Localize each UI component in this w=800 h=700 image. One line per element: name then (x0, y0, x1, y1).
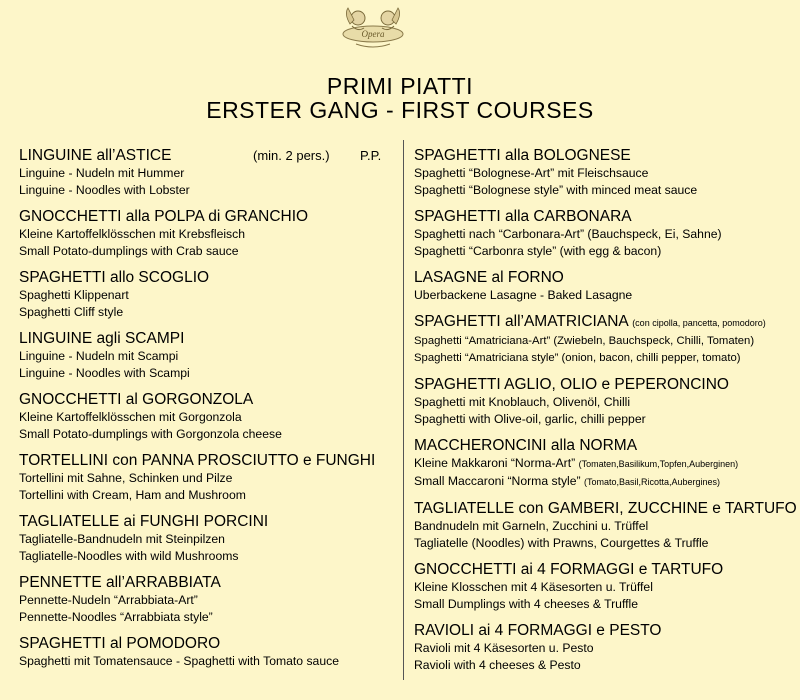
dish-desc-en: Small Potato-dumplings with Crab sauce (19, 244, 239, 258)
menu-item (414, 268, 794, 304)
dish-name: MACCHERONCINI alla NORMA (414, 437, 638, 454)
menu-item (414, 621, 794, 674)
dish-desc-de: Spaghetti “Bolognese-Art” mit Fleischsauce (414, 166, 649, 180)
dish-desc-en: Spaghetti “Carbonra style” (with egg & bacon) (414, 244, 662, 258)
dish-name: TORTELLINI con PANNA PROSCIUTTO e FUNGHI (19, 452, 376, 469)
menu-item (414, 375, 794, 428)
dish-desc-en: Linguine - Noodles with Lobster (19, 183, 190, 197)
dish-name: TAGLIATELLE ai FUNGHI PORCINI (19, 513, 269, 530)
dish-desc-en: Spaghetti with Olive-oil, garlic, chilli pepper (414, 412, 646, 426)
dish-desc-en: Tagliatelle (Noodles) with Prawns, Courgettes & Truffle (414, 536, 709, 550)
menu-item (19, 329, 399, 382)
dish-name: SPAGHETTI al POMODORO (19, 635, 221, 652)
dish-name: PENNETTE all’ARRABBIATA (19, 574, 221, 591)
dish-desc-de: Tagliatelle-Bandnudeln mit Steinpilzen (19, 532, 225, 546)
dish-name: SPAGHETTI alla BOLOGNESE (414, 147, 631, 164)
dish-desc-de: Linguine - Nudeln mit Hummer (19, 166, 185, 180)
dish-desc-de: Kleine Klosschen mit 4 Käsesorten u. Trüffel (414, 580, 653, 594)
dish-desc-de: Kleine Makkaroni “Norma-Art” (414, 456, 576, 470)
dish-desc-de: Spaghetti Klippenart (19, 288, 129, 302)
menu-item (19, 512, 399, 565)
dish-name: SPAGHETTI AGLIO, OLIO e PEPERONCINO (414, 376, 729, 393)
menu-item (19, 146, 399, 199)
dish-name: LINGUINE agli SCAMPI (19, 330, 185, 347)
dish-desc-en: Tagliatelle-Noodles with wild Mushrooms (19, 549, 239, 563)
dish-name: GNOCCHETTI ai 4 FORMAGGI e TARTUFO (414, 561, 724, 578)
menu-item (414, 146, 794, 199)
dish-desc-en: Spaghetti “Amatriciana style” (onion, bacon, chilli pepper, tomato) (414, 352, 741, 364)
dish-name: LINGUINE all’ASTICE (19, 147, 172, 164)
dish-name: RAVIOLI ai 4 FORMAGGI e PESTO (414, 622, 662, 639)
dish-name: LASAGNE al FORNO (414, 269, 564, 286)
dish-desc-en: Pennette-Noodles “Arrabbiata style” (19, 610, 213, 624)
dish-desc-en: Tortellini with Cream, Ham and Mushroom (19, 488, 246, 502)
dish-ingredients-en: (Tomato,Basil,Ricotta,Aubergines) (584, 477, 721, 487)
dish-desc-en: Ravioli with 4 cheeses & Pesto (414, 658, 581, 672)
menu-item (414, 207, 794, 260)
cherub-logo (336, 4, 410, 54)
dish-desc-de: Ravioli mit 4 Käsesorten u. Pesto (414, 641, 594, 655)
dish-name: GNOCCHETTI al GORGONZOLA (19, 391, 254, 408)
dish-desc-de: Kleine Kartoffelklösschen mit Gorgonzola (19, 410, 242, 424)
dish-name: GNOCCHETTI alla POLPA di GRANCHIO (19, 208, 309, 225)
menu-item (19, 451, 399, 504)
dish-desc-de: Pennette-Nudeln “Arrabbiata-Art” (19, 593, 198, 607)
menu-item (19, 207, 399, 260)
svg-text:Opera: Opera (361, 29, 385, 39)
dish-desc-en: Spaghetti Cliff style (19, 305, 124, 319)
menu-item (414, 499, 797, 552)
dish-ingredients: (con cipolla, pancetta, pomodoro) (632, 318, 766, 328)
dish-desc-en: Small Dumplings with 4 cheeses & Truffle (414, 597, 638, 611)
menu-item (19, 573, 399, 626)
dish-desc-en: Small Potato-dumplings with Gorgonzola cheese (19, 427, 282, 441)
menu-item (414, 312, 794, 367)
dish-ingredients-de: (Tomaten,Basilikum,Topfen,Auberginen) (578, 459, 739, 469)
menu-item (19, 390, 399, 443)
dish-name: SPAGHETTI alla CARBONARA (414, 208, 632, 225)
menu-item (414, 560, 794, 613)
dish-desc: Uberbackene Lasagne - Baked Lasagne (414, 288, 633, 302)
page-subtitle: ERSTER GANG - FIRST COURSES (206, 97, 594, 123)
dish-desc-de: Spaghetti nach “Carbonara-Art” (Bauchspeck, Ei, Sahne) (414, 227, 722, 241)
dish-desc-en: Small Maccaroni “Norma style” (414, 474, 581, 488)
dish-desc-en: Linguine - Noodles with Scampi (19, 366, 190, 380)
dish-desc: Spaghetti mit Tomatensauce - Spaghetti with Tomato sauce (19, 654, 339, 668)
column-divider (403, 140, 404, 680)
dish-desc-de: Spaghetti mit Knoblauch, Olivenöl, Chilli (414, 395, 631, 409)
dish-name: TAGLIATELLE con GAMBERI, ZUCCHINE e TARTUFO (414, 500, 797, 517)
right-menu-column (414, 146, 797, 674)
dish-desc-en: Spaghetti “Bolognese style” with minced meat sauce (414, 183, 698, 197)
menu-item (414, 436, 794, 491)
left-menu-column (19, 146, 399, 670)
dish-price: P.P. (360, 148, 382, 163)
dish-desc-de: Linguine - Nudeln mit Scampi (19, 349, 179, 363)
dish-desc-de: Spaghetti “Amatriciana-Art” (Zwiebeln, Bauchspeck, Chilli, Tomaten) (414, 335, 755, 347)
menu-item (19, 634, 399, 670)
dish-note: (min. 2 pers.) (253, 148, 330, 163)
dish-desc-de: Tortellini mit Sahne, Schinken und Pilze (19, 471, 233, 485)
dish-desc-de: Bandnudeln mit Garneln, Zucchini u. Trüffel (414, 519, 649, 533)
dish-name: SPAGHETTI allo SCOGLIO (19, 269, 210, 286)
dish-desc-de: Kleine Kartoffelklösschen mit Krebsfleisch (19, 227, 246, 241)
dish-name: SPAGHETTI all’AMATRICIANA (414, 313, 628, 330)
page-title: PRIMI PIATTI (326, 73, 474, 99)
menu-item (19, 268, 399, 321)
